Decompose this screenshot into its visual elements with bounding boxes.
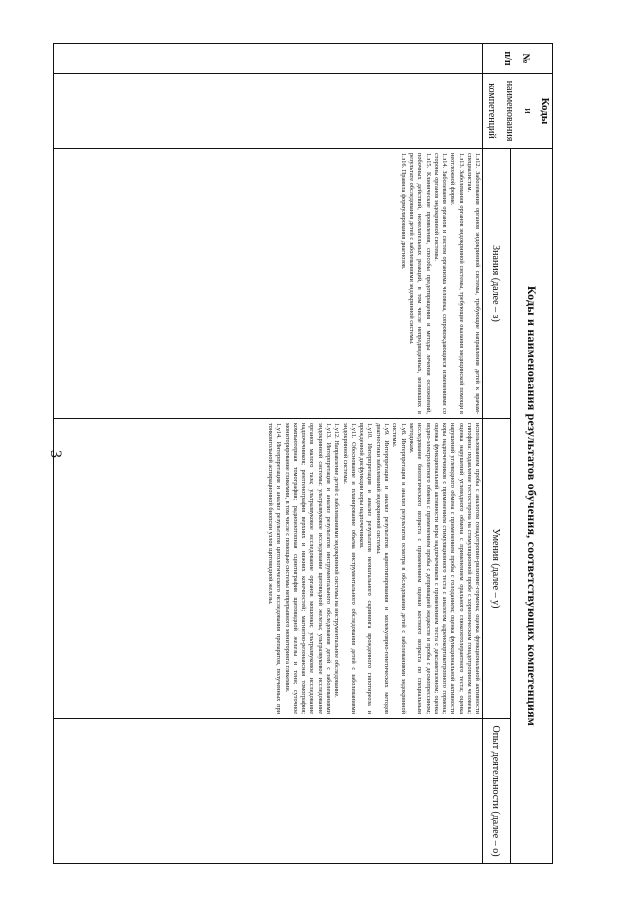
competency-results-table [53,43,553,864]
skills-cell [54,419,483,719]
table-subheader-row [483,44,511,864]
codes-header-bottom: и наименования компетенций [486,80,534,142]
skills-header-label: Умения (далее – у) [489,528,501,609]
results-main-header [511,149,553,864]
codes-cell [54,74,483,149]
table-header-row [511,44,553,864]
table-body-row [54,44,483,864]
num-header-label: № п/п [501,51,531,66]
knowledge-item: 1.з12. Заболевания органов эндокринной системы, требующие направления детей к врачам-специалистам. [466,153,482,414]
experience-cell [54,719,483,864]
skills-item: 1.у8. Интерпретация и анализ результатов осмотра в обследовании детей с заболеваниями эндокринной системы. [391,423,407,714]
knowledge-cell [54,149,483,419]
knowledge-header-label: Знания (далее – з) [489,245,501,322]
knowledge-item: 1.з16. Правила формулирования диагнозов. [399,153,407,270]
codes-header-top: Коды [539,97,551,125]
rotated-table-sheet [53,43,553,863]
experience-header-label: Опыт деятельности (далее – о) [489,725,501,857]
skills-item: 1.у10. Интерпретация и анализ результатов неонатального скрининга врожденного гипотиреоза и врожденной дисфункции коры надпочечников. [358,423,374,714]
skills-item: 1.у9. Интерпретация и анализ результатов кариотипирования и молекулярно-генетических методов диагностики заболеваний эндокринной системы. [374,423,391,714]
skills-item: 1.у14. Интерпретация и анализ результатов цитологического исследования препаратов, полученных при тонкоигольной аспирационной биопсии узлов щитовидной железы. [266,423,283,714]
num-cell [54,44,483,74]
knowledge-header [483,149,511,419]
codes-header [483,74,553,149]
skills-item: использованием пробы с аналогом гонадотропин-рилизинг-гормона; оценка функциональной активности гипофиза: подавление тестостерона на стимуляционной пробе с хорионическим гонадотропином человека; оценка нарушений углеводного обмена с применением орального глюкозотолерантного теста; оценка нарушений углеводного обмена с применением пробы с голоданием; оценка функциональной активности коры надпочечников с применением стимуляционного теста с аналогом адренокортикотропного гормона; оценка функциональной активности коры надпочечников с применением теста с дексаметазоном; оценка водно-электролитного обмена с применением пробы с депривацией жидкости и пробы с десмопрессином; исследование биологического возраста с применением оценки костного возраста по специальным методикам. [407,423,482,714]
skills-item: 1.у12. Направление детей с заболеваниями эндокринной системы на инструментальное обследование. [333,423,341,698]
num-header [483,44,553,74]
knowledge-item: 1.з15. Клинические проявления, способы предотвращения и методы лечения осложнений, побочных действий, нежелательных реакций, в том числе непредвиденных, возникших в результате обследования детей с заболеваниями эндокринной системы. [407,153,432,414]
skills-header [483,419,511,719]
results-main-title: Коды и наименования результатов обучения, соответствующих компетенциям [524,285,539,727]
knowledge-item: 1.з14. Заболевания органов и систем организма человека, сопровождающиеся изменениями со стороны органов эндокринной системы. [432,153,449,414]
page-number: 3 [47,450,64,458]
skills-item: 1.у11. Обоснование и планирование объема инструментального обследования детей с заболеваниями эндокринной системы. [341,423,357,714]
skills-item: 1.у13. Интерпретация и анализ результатов инструментального обследования детей с заболеваниями эндокринной системы: ультразвуковое исследование щитовидной железы; ультразвуковое исследование органов малого таза; ультразвуковое исследование органов мошонки; ультразвуковое исследование надпочечников; рентгенография верхних и нижних конечностей; магнитно-резонансная томография; компьютерная томография; радиоизотопная сцинтиграфия щитовидной железы и тени; суточное мониторирование гликемии, в том числе с помощью системы непрерывного мониторинга гликемии. [283,423,333,714]
experience-header [483,719,511,864]
knowledge-item: 1.з13. Заболевания органов эндокринной системы, требующие оказания медицинской помощи в неотложной форме. [449,153,465,414]
